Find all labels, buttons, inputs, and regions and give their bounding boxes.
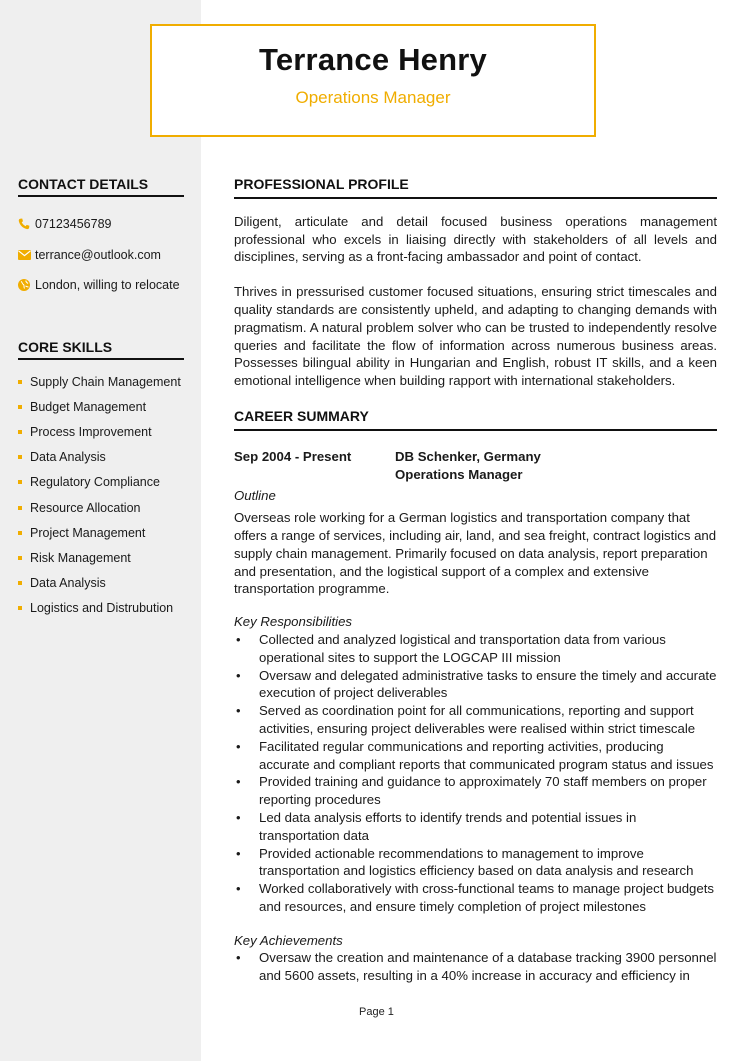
responsibility-item: • Collected and analyzed logistical and transportation data from various operational sites to support the LOGCAP III mission: [234, 631, 717, 667]
skill-label: Budget Management: [30, 400, 147, 415]
bullet-square-icon: [18, 581, 22, 585]
achievements-label: Key Achievements: [234, 932, 343, 948]
contact-phone-text[interactable]: 07123456789: [35, 217, 112, 232]
bullet-square-icon: [18, 506, 22, 510]
bullet-square-icon: [18, 455, 22, 459]
skill-item: [18, 520, 184, 545]
job-title: Operations Manager: [295, 88, 451, 107]
profile-heading: PROFESSIONAL PROFILE: [234, 176, 717, 199]
contact-email: [18, 240, 184, 271]
skill-label: Process Improvement: [30, 425, 152, 440]
globe-icon: [18, 279, 35, 291]
skill-label: Data Analysis: [30, 575, 106, 590]
bullet-square-icon: [18, 606, 22, 610]
responsibility-item: • Worked collaboratively with cross-functional teams to manage project budgets and resources, and ensure timely completion of project milestones: [234, 880, 717, 916]
skills-heading: CORE SKILLS: [18, 339, 184, 360]
responsibility-item: • Oversaw and delegated administrative tasks to ensure the timely and accurate execution of project deliverables: [234, 667, 717, 703]
skill-label: Regulatory Compliance: [30, 475, 160, 490]
bullet-square-icon: [18, 405, 22, 409]
job-header: [234, 448, 717, 484]
skill-item: [18, 495, 184, 520]
skill-label: Data Analysis: [30, 450, 106, 465]
achievement-item: • Oversaw the creation and maintenance of a database tracking 3900 personnel and 5600 assets, resulting in a 40% increase in accuracy and efficiency in: [234, 949, 717, 985]
job-company: DB Schenker, Germany: [395, 448, 541, 464]
achievements-list: [234, 949, 717, 985]
contact-heading: CONTACT DETAILS: [18, 176, 184, 197]
contact-location: [18, 270, 184, 301]
responsibility-item: • Served as coordination point for all communications, reporting and support activities, ensuring project deliverables were realised within strict timescale: [234, 702, 717, 738]
outline-label: Outline: [234, 488, 276, 504]
bullet-square-icon: [18, 430, 22, 434]
responsibilities-list: [234, 631, 717, 916]
envelope-icon: [18, 250, 35, 260]
skill-item: [18, 545, 184, 570]
job-employer-block: [395, 448, 541, 484]
sidebar: [18, 176, 184, 620]
contact-phone: [18, 209, 184, 240]
skill-item: [18, 395, 184, 420]
skills-list: [18, 370, 184, 621]
responsibility-item: • Provided training and guidance to approximately 70 staff members on proper reporting procedures: [234, 773, 717, 809]
phone-icon: [18, 218, 35, 230]
responsibility-item: • Led data analysis efforts to identify trends and potential issues in transportation data: [234, 809, 717, 845]
skill-item: [18, 470, 184, 495]
skill-item: [18, 445, 184, 470]
main-content: [234, 176, 717, 985]
job-dates: Sep 2004 - Present: [234, 448, 352, 464]
contact-list: [18, 209, 184, 301]
bullet-square-icon: [18, 556, 22, 560]
career-heading: CAREER SUMMARY: [234, 408, 717, 431]
bullet-square-icon: [18, 380, 22, 384]
skill-item: [18, 595, 184, 620]
skill-item: [18, 570, 184, 595]
responsibilities-label: Key Responsibilities: [234, 614, 353, 630]
contact-location-text: London, willing to relocate: [35, 278, 180, 293]
responsibility-item: • Facilitated regular communications and reporting activities, producing accurate and compliant reports that communicated program status and issues: [234, 738, 717, 774]
bullet-square-icon: [18, 480, 22, 484]
profile-paragraph: Diligent, articulate and detail focused business operations management professional who excels in liaising directly with stakeholders of all levels and disciplines, serving as a front-facing ambassador and point of contact.: [234, 213, 717, 265]
candidate-name: Terrance Henry: [259, 42, 487, 77]
skill-label: Supply Chain Management: [30, 375, 181, 390]
bullet-square-icon: [18, 531, 22, 535]
job-role: Operations Manager: [395, 466, 523, 482]
skill-label: Logistics and Distrubution: [30, 600, 174, 615]
header-box: [150, 24, 596, 137]
page-number: Page 1: [359, 1006, 394, 1018]
responsibility-item: • Provided actionable recommendations to management to improve transportation and logistics efficiency based on data analysis and research: [234, 845, 717, 881]
skill-label: Risk Management: [30, 550, 131, 565]
skill-item: [18, 370, 184, 395]
skill-label: Project Management: [30, 525, 146, 540]
outline-text: Overseas role working for a German logistics and transportation company that offers a range of services, including air, land, and sea freight, contract logistics and supply chain management. Primarily focused on data analysis, report preparation and presentation, and the logistical support of a complex and extensive transportation programme.: [234, 510, 717, 597]
skill-label: Resource Allocation: [30, 500, 141, 515]
skill-item: [18, 420, 184, 445]
contact-email-text[interactable]: terrance@outlook.com: [35, 247, 161, 262]
profile-paragraph: Thrives in pressurised customer focused situations, ensuring strict timescales and quality standards are consistently upheld, and adapting to changing demands with pragmatism. A natural problem solver who can be trusted to independently resolve queries and facilitate the flow of information across numerous business areas. Possesses bilingual ability in Hungarian and English, robust IT skills, and a keen emotional intelligence when building rapport with international stakeholders.: [234, 284, 717, 389]
